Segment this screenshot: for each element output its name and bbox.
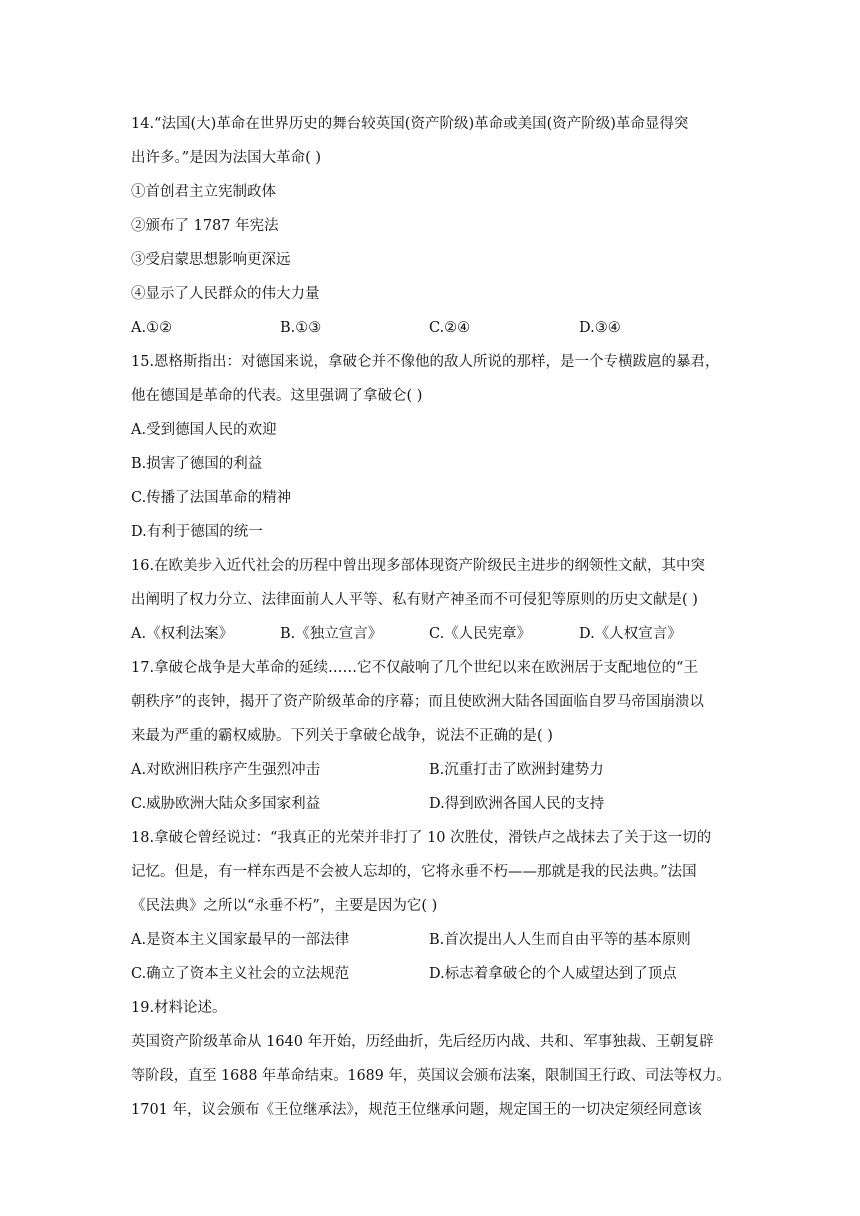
q16-stem-line1: 16.在欧美步入近代社会的历程中曾出现多部体现资产阶级民主进步的纲领性文献，其中突: [131, 558, 706, 574]
q18-stem-line3: 《民法典》之所以“永垂不朽”，主要是因为它( ): [131, 898, 438, 914]
q15-option-d[interactable]: D.有利于德国的统一: [131, 524, 263, 540]
q15-option-a[interactable]: A.受到德国人民的欢迎: [131, 422, 277, 438]
q18-option-b[interactable]: B.首次提出人人生而自由平等的基本原则: [429, 932, 691, 948]
q14-item-3: ③受启蒙思想影响更深远: [131, 252, 291, 268]
q18-options-row-2: [131, 964, 731, 984]
q19-title: 19.材料论述。: [131, 1000, 227, 1016]
q14-item-4: ④显示了人民群众的伟大力量: [131, 286, 320, 302]
q19-material-line1: 英国资产阶级革命从 1640 年开始，历经曲折，先后经历内战、共和、军事独裁、王朝复辟: [131, 1034, 714, 1050]
q14-stem-line2: 出许多。”是因为法国大革命( ): [131, 150, 322, 166]
q14-option-a[interactable]: A.①②: [131, 320, 173, 336]
q17-stem-line1: 17.拿破仑战争是大革命的延续……它不仅敲响了几个世纪以来在欧洲居于支配地位的“王: [131, 660, 698, 676]
q17-stem-line2: 朝秩序”的丧钟，揭开了资产阶级革命的序幕；而且使欧洲大陆各国面临自罗马帝国崩溃以: [131, 694, 704, 710]
q17-option-a[interactable]: A.对欧洲旧秩序产生强烈冲击: [131, 762, 321, 778]
q14-option-b[interactable]: B.①③: [280, 320, 322, 336]
q16-stem-line2: 出阐明了权力分立、法律面前人人平等、私有财产神圣而不可侵犯等原则的历史文献是( ): [131, 592, 698, 608]
q16-option-a[interactable]: A.《权利法案》: [131, 626, 234, 642]
q18-stem-line1: 18.拿破仑曾经说过：“我真正的光荣并非打了 10 次胜仗，滑铁卢之战抹去了关于这一切的: [131, 830, 712, 846]
q18-option-d[interactable]: D.标志着拿破仑的个人威望达到了顶点: [429, 966, 677, 982]
q19-material-line3: 1701 年，议会颁布《王位继承法》，规范王位继承问题，规定国王的一切决定须经同意该: [131, 1102, 702, 1118]
q14-stem-line1: 14.“法国(大)革命在世界历史的舞台较英国(资产阶级)革命或美国(资产阶级)革命显得突: [131, 116, 689, 132]
q14-option-c[interactable]: C.②④: [429, 320, 471, 336]
q17-option-c[interactable]: C.威胁欧洲大陆众多国家利益: [131, 796, 321, 812]
q14-options-row: [131, 318, 751, 338]
q14-item-2: ②颁布了 1787 年宪法: [131, 218, 279, 234]
q14-item-1: ①首创君主立宪制政体: [131, 184, 276, 200]
q19-material-line2: 等阶段，直至 1688 年革命结束。1689 年，英国议会颁布法案，限制国王行政、司法等权力。: [131, 1068, 731, 1084]
q17-stem-line3: 来最为严重的霸权威胁。下列关于拿破仑战争，说法不正确的是( ): [131, 728, 553, 744]
q15-stem-line2: 他在德国是革命的代表。这里强调了拿破仑( ): [131, 388, 423, 404]
q18-options-row-1: [131, 930, 731, 950]
q17-options-row-1: [131, 760, 731, 780]
q18-stem-line2: 记忆。但是，有一样东西是不会被人忘却的，它将永垂不朽——那就是我的民法典。”法国: [131, 864, 697, 880]
q17-option-d[interactable]: D.得到欧洲各国人民的支持: [429, 796, 605, 812]
q15-option-c[interactable]: C.传播了法国革命的精神: [131, 490, 292, 506]
q18-option-c[interactable]: C.确立了资本主义社会的立法规范: [131, 966, 350, 982]
q16-option-b[interactable]: B.《独立宣言》: [280, 626, 383, 642]
q17-options-row-2: [131, 794, 731, 814]
q18-option-a[interactable]: A.是资本主义国家最早的一部法律: [131, 932, 350, 948]
q15-option-b[interactable]: B.损害了德国的利益: [131, 456, 263, 472]
q16-option-d[interactable]: D.《人权宣言》: [579, 626, 682, 642]
q16-option-c[interactable]: C.《人民宪章》: [429, 626, 532, 642]
q17-option-b[interactable]: B.沉重打击了欧洲封建势力: [429, 762, 604, 778]
q16-options-row: [131, 624, 751, 644]
q15-stem-line1: 15.恩格斯指出：对德国来说，拿破仑并不像他的敌人所说的那样，是一个专横跋扈的暴君，: [131, 354, 720, 370]
q14-option-d[interactable]: D.③④: [579, 320, 621, 336]
